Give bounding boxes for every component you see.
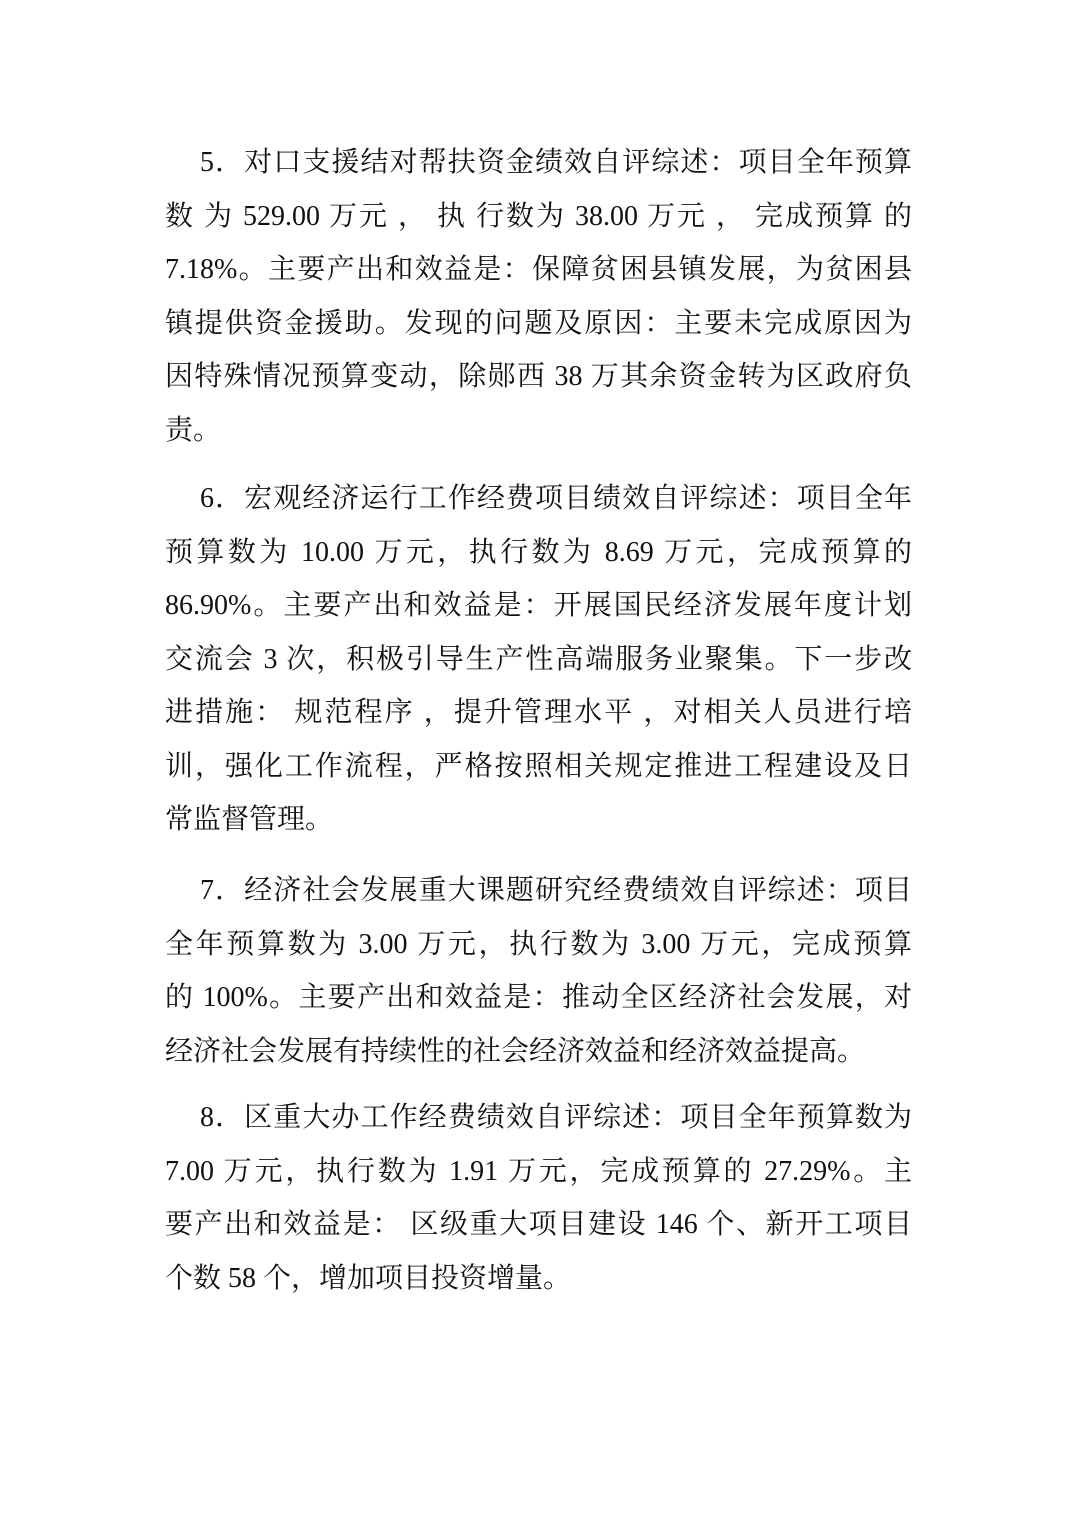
text-line: 个数 58 个，增加项目投资增量。: [165, 1262, 572, 1294]
paragraph-item-6: [165, 472, 912, 847]
text-line: 经济社会发展有持续性的社会经济效益和经济效益提高。: [165, 1035, 866, 1067]
text-line: 全年预算数为 3.00 万元，执行数为 3.00 万元，完成预算: [165, 928, 912, 960]
paragraph-item-7: [165, 864, 912, 1078]
text-line: 86.90%。主要产出和效益是：开展国民经济发展年度计划: [165, 590, 912, 621]
text-line: 责。: [165, 414, 222, 446]
paragraph-item-5: [165, 136, 912, 457]
text-line: 6．宏观经济运行工作经费项目绩效自评综述：项目全年: [200, 483, 912, 514]
text-line: 的 100%。主要产出和效益是：推动全区经济社会发展，对: [165, 982, 912, 1013]
text-line: 7.18%。主要产出和效益是：保障贫困县镇发展，为贫困县: [165, 254, 912, 285]
text-line: 7.00 万元，执行数为 1.91 万元，完成预算的 27.29%。主: [165, 1155, 912, 1187]
text-line: 7．经济社会发展重大课题研究经费绩效自评综述：项目: [200, 875, 912, 906]
text-line: 要产出和效益是： 区级重大项目建设 146 个、新开工项目: [165, 1209, 912, 1240]
text-line: 预算数为 10.00 万元，执行数为 8.69 万元，完成预算的: [165, 536, 912, 568]
paragraph-item-8: [165, 1091, 912, 1305]
text-line: 数 为 529.00 万元 ， 执 行数为 38.00 万元 ， 完成预算 的: [165, 200, 912, 232]
text-line: 训，强化工作流程，严格按照相关规定推进工程建设及日: [165, 750, 912, 782]
text-line: 因特殊情况预算变动，除郧西 38 万其余资金转为区政府负: [165, 361, 912, 392]
text-line: 5．对口支援结对帮扶资金绩效自评综述：项目全年预算: [200, 147, 912, 178]
text-line: 镇提供资金援助。发现的问题及原因：主要未完成原因为: [165, 307, 912, 339]
text-line: 8．区重大办工作经费绩效自评综述：项目全年预算数为: [200, 1102, 912, 1133]
text-line: 进措施： 规范程序 ，提升管理水平 ，对相关人员进行培: [165, 697, 912, 728]
text-line: 交流会 3 次，积极引导生产性高端服务业聚集。下一步改: [165, 643, 912, 675]
text-line: 常监督管理。: [165, 804, 334, 835]
